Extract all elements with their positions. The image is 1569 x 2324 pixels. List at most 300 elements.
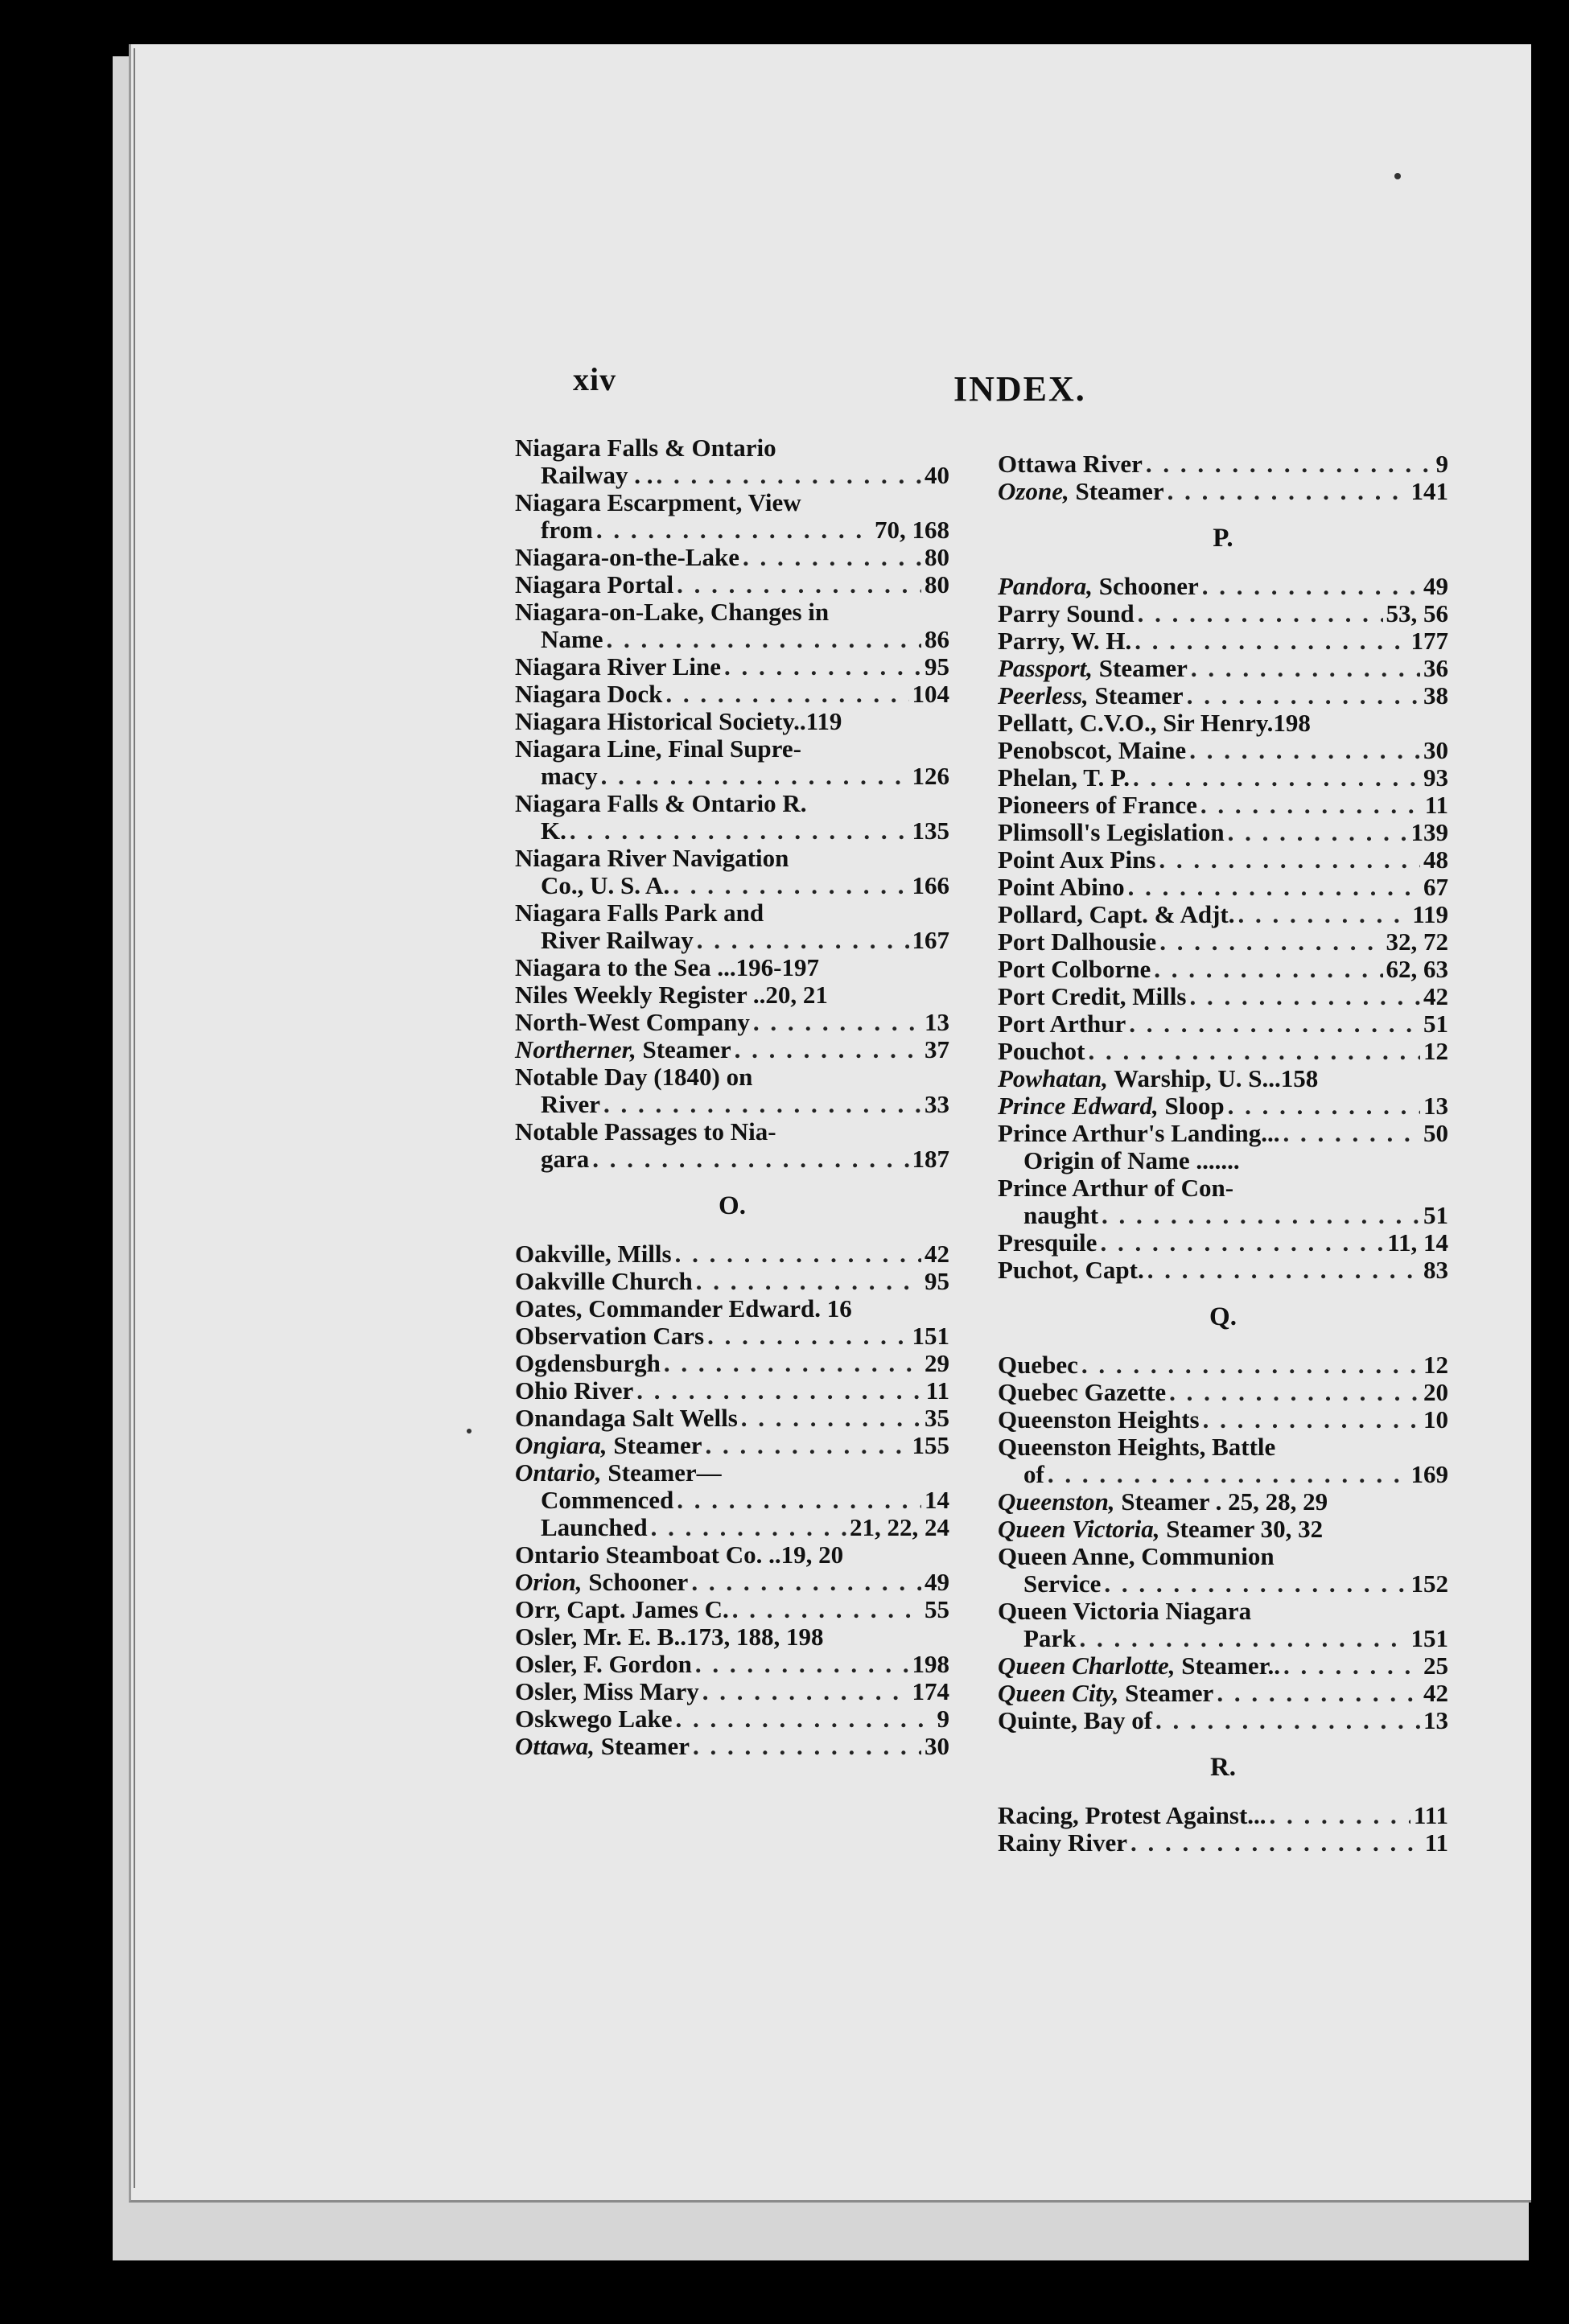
index-entry (515, 1569, 949, 1596)
index-entry (515, 1295, 949, 1322)
dot-leader (665, 681, 908, 708)
entry-name: Queen Victoria Niagara (998, 1597, 1252, 1625)
index-entry (998, 600, 1448, 627)
entry-name: from (541, 516, 593, 544)
dot-leader (651, 1514, 846, 1541)
page-reference: 70, 168 (875, 516, 949, 544)
entry-name: Puchot, Capt. (998, 1256, 1144, 1284)
dot-leader (695, 1651, 909, 1678)
index-column-right (998, 450, 1448, 1857)
page-reference: 187 (912, 1145, 949, 1173)
index-entry-continuation (515, 516, 949, 544)
entry-name: Port Colborne (998, 955, 1151, 983)
index-entry-continuation (515, 872, 949, 899)
entry-name: Phelan, T. P. (998, 763, 1130, 792)
entry-name: Penobscot, Maine (998, 736, 1187, 764)
dot-leader (1189, 737, 1420, 764)
entry-name: North-West Company (515, 1008, 750, 1036)
index-entry (998, 1516, 1448, 1543)
section-letter: O. (719, 1191, 746, 1220)
index-entry (515, 681, 949, 708)
entry-name: Niagara River Line (515, 652, 722, 681)
index-entry-continuation (515, 763, 949, 790)
index-entry (998, 1257, 1448, 1284)
entry-name: Niagara Falls & Ontario (515, 434, 776, 462)
entry-name: Queenston, Steamer . 25, 28, 29 (998, 1487, 1328, 1516)
index-entry (998, 956, 1448, 983)
index-entry (998, 792, 1448, 819)
entry-name: Orr, Capt. James C. (515, 1595, 729, 1623)
page-reference: 14 (925, 1486, 949, 1514)
entry-name: Port Arthur (998, 1010, 1126, 1038)
dot-leader (1200, 792, 1422, 819)
index-entry (515, 1678, 949, 1705)
index-entry (515, 1651, 949, 1678)
page-reference: 198 (912, 1650, 949, 1678)
dot-leader (1048, 1461, 1408, 1488)
entry-name: Ongiara, Steamer (515, 1431, 702, 1459)
index-entry (515, 598, 949, 626)
index-entry (998, 1351, 1448, 1379)
page-reference: 83 (1423, 1256, 1448, 1284)
entry-name: Launched (541, 1513, 648, 1541)
entry-name: Niagara-on-Lake, Changes in (515, 598, 830, 626)
dot-leader (1089, 1038, 1421, 1065)
index-entry (998, 764, 1448, 792)
dot-leader (1187, 682, 1420, 710)
entry-name: Port Credit, Mills (998, 982, 1187, 1010)
entry-name: Railway . . (541, 461, 653, 489)
entry-name: Queen Anne, Communion (998, 1542, 1275, 1570)
entry-name: Prince Edward, Sloop (998, 1092, 1225, 1120)
page-reference: 174 (912, 1677, 949, 1705)
entry-name: Presquile (998, 1228, 1097, 1257)
page-reference: 35 (925, 1404, 949, 1432)
page-reference: 11 (1424, 1828, 1448, 1857)
index-entry-continuation (515, 462, 949, 489)
dot-leader (673, 872, 908, 899)
page-reference: 95 (925, 1267, 949, 1295)
entry-name: Pandora, Schooner (998, 572, 1199, 600)
dot-leader (1146, 450, 1433, 478)
entry-name: Niagara Escarpment, View (515, 488, 801, 516)
dot-leader (601, 763, 909, 790)
entry-name: Service (1023, 1569, 1102, 1598)
index-entry-continuation (998, 1461, 1448, 1488)
entry-name: Point Abino (998, 873, 1125, 901)
dot-leader (696, 1268, 921, 1295)
entry-name: Niagara Falls Park and (515, 899, 764, 927)
index-entry (998, 1229, 1448, 1257)
index-entry (998, 1379, 1448, 1406)
index-entry (515, 653, 949, 681)
entry-name: macy (541, 762, 598, 790)
entry-name: Peerless, Steamer (998, 681, 1184, 710)
entry-name: Niagara River Navigation (515, 844, 789, 872)
page-reference: 13 (925, 1008, 949, 1036)
page-reference: 29 (925, 1349, 949, 1377)
entry-name: Park (1023, 1624, 1077, 1652)
index-entry (515, 981, 949, 1009)
dot-leader (705, 1432, 908, 1459)
dot-leader (1189, 983, 1420, 1010)
index-entry (515, 1596, 949, 1623)
dot-leader (1159, 846, 1420, 874)
entry-name: Plimsoll's Legislation (998, 818, 1225, 846)
entry-name: Queenston Heights, Battle (998, 1433, 1276, 1461)
dot-leader (1217, 1680, 1420, 1707)
index-entry (515, 1733, 949, 1760)
dot-leader (1138, 600, 1383, 627)
entry-name: Powhatan, Warship, U. S...158 (998, 1064, 1319, 1092)
page-reference: 104 (912, 680, 949, 708)
section-letter: Q. (1209, 1302, 1237, 1331)
entry-name: Pouchot (998, 1037, 1085, 1065)
index-entry (515, 1268, 949, 1295)
page-reference: 20 (1423, 1378, 1448, 1406)
dot-leader (1081, 1351, 1420, 1379)
index-entry (515, 1405, 949, 1432)
dot-leader (1167, 478, 1408, 505)
section-letter: P. (1213, 524, 1233, 553)
dot-leader (664, 1350, 921, 1377)
dot-leader (1228, 1092, 1420, 1120)
index-entry (515, 434, 949, 462)
index-entry (998, 1406, 1448, 1433)
page-reference: 9 (937, 1705, 949, 1733)
dot-leader (1102, 1202, 1420, 1229)
entry-name: K. (541, 816, 566, 845)
dot-leader (570, 817, 909, 845)
index-entry (998, 928, 1448, 956)
page-reference: 11, 14 (1387, 1228, 1448, 1257)
page-reference: 55 (925, 1595, 949, 1623)
index-entry (515, 954, 949, 981)
page-reference: 167 (912, 926, 949, 954)
dot-leader (636, 1377, 922, 1405)
entry-name: Osler, Mr. E. B..173, 188, 198 (515, 1623, 824, 1651)
ink-speck (467, 1429, 472, 1433)
entry-name: Commenced (541, 1486, 674, 1514)
index-entry (998, 1488, 1448, 1516)
dot-leader (707, 1322, 908, 1350)
entry-name: Osler, Miss Mary (515, 1677, 699, 1705)
entry-name: Passport, Steamer (998, 654, 1188, 682)
dot-leader (1130, 1829, 1422, 1857)
index-entry (998, 983, 1448, 1010)
page-reference: 51 (1423, 1201, 1448, 1229)
page-reference: 126 (912, 762, 949, 790)
entry-name: Observation Cars (515, 1322, 705, 1350)
dot-leader (596, 516, 871, 544)
dot-leader (743, 544, 921, 571)
page-reference: 119 (1412, 900, 1448, 928)
index-entry (515, 735, 949, 763)
index-entry-continuation (515, 1514, 949, 1541)
entry-name: Niagara Line, Final Supre- (515, 734, 801, 763)
page-reference: 141 (1410, 477, 1448, 505)
index-entry (515, 1459, 949, 1487)
dot-leader (753, 1009, 921, 1036)
entry-name: Ogdensburgh (515, 1349, 661, 1377)
index-entry (998, 1065, 1448, 1092)
dot-leader (1202, 573, 1420, 600)
index-entry (998, 573, 1448, 600)
index-entry-continuation (515, 1487, 949, 1514)
entry-name: Niagara Dock (515, 680, 663, 708)
page-reference: 53, 56 (1386, 599, 1448, 627)
dot-leader (657, 462, 922, 489)
index-entry-continuation (998, 1202, 1448, 1229)
index-entry-continuation (515, 626, 949, 653)
entry-name: Quinte, Bay of (998, 1706, 1153, 1734)
entry-name: Ottawa, Steamer (515, 1732, 690, 1760)
page-reference: 42 (925, 1240, 949, 1268)
page-reference: 12 (1423, 1351, 1448, 1379)
page-reference: 33 (925, 1090, 949, 1118)
entry-name: Oakville, Mills (515, 1240, 672, 1268)
page-reference: 67 (1423, 873, 1448, 901)
dot-leader (1135, 627, 1407, 655)
section-letter: R. (1209, 1753, 1237, 1782)
page-reference: 9 (1435, 450, 1448, 478)
entry-name: Prince Arthur of Con- (998, 1174, 1234, 1202)
dot-leader (1104, 1570, 1407, 1598)
page-reference: 50 (1423, 1119, 1448, 1147)
index-entry (998, 1707, 1448, 1734)
index-entry (998, 819, 1448, 846)
page-reference: 135 (912, 816, 949, 845)
page-reference: 49 (1423, 572, 1448, 600)
index-entry (998, 1174, 1448, 1202)
index-entry (998, 1543, 1448, 1570)
entry-name: Name (541, 625, 603, 653)
entry-name: Port Dalhousie (998, 928, 1157, 956)
index-entry (998, 627, 1448, 655)
page-reference: 30 (1423, 736, 1448, 764)
index-entry (998, 1680, 1448, 1707)
page-reference: 80 (925, 570, 949, 598)
index-entry (515, 1541, 949, 1569)
entry-name: Osler, F. Gordon (515, 1650, 692, 1678)
dot-leader (1228, 819, 1408, 846)
dot-leader (724, 653, 921, 681)
page-number: xiv (573, 361, 617, 397)
index-entry (515, 1350, 949, 1377)
dot-leader (1155, 1707, 1420, 1734)
page-reference: 25 (1423, 1651, 1448, 1680)
dot-leader (693, 1733, 921, 1760)
dot-leader (1079, 1625, 1407, 1652)
index-entry (998, 1120, 1448, 1147)
index-entry (515, 1036, 949, 1063)
entry-name: Pellatt, C.V.O., Sir Henry.198 (998, 709, 1311, 737)
entry-name: Origin of Name ....... (1023, 1146, 1240, 1174)
index-entry (515, 1705, 949, 1733)
index-entry (998, 737, 1448, 764)
index-column-left (515, 434, 949, 1760)
entry-name: Quebec (998, 1351, 1078, 1379)
page-title: INDEX. (953, 369, 1086, 409)
dot-leader (1283, 1120, 1420, 1147)
page-reference: 80 (925, 543, 949, 571)
page-reference: 152 (1410, 1569, 1448, 1598)
entry-name: naught (1023, 1201, 1099, 1229)
entry-name: Niagara Falls & Ontario R. (515, 789, 807, 817)
entry-name: Queen Charlotte, Steamer.. (998, 1651, 1281, 1680)
index-entry (998, 655, 1448, 682)
page-reference: 48 (1423, 845, 1448, 874)
index-entry (515, 489, 949, 516)
page-reference: 13 (1423, 1706, 1448, 1734)
index-entry (998, 1010, 1448, 1038)
index-entry (998, 710, 1448, 737)
page-reference: 93 (1423, 763, 1448, 792)
dot-leader (1159, 928, 1382, 956)
index-entry (515, 708, 949, 735)
dot-leader (697, 927, 909, 954)
page-reference: 139 (1410, 818, 1448, 846)
dot-leader (1128, 874, 1420, 901)
index-entry (998, 1829, 1448, 1857)
entry-name: Northerner, Steamer (515, 1035, 731, 1063)
entry-name: Oakville Church (515, 1267, 693, 1295)
entry-name: Orion, Schooner (515, 1568, 689, 1596)
page-reference: 155 (912, 1431, 949, 1459)
index-entry-continuation (998, 1147, 1448, 1174)
page-reference: 13 (1423, 1092, 1448, 1120)
page-reference: 62, 63 (1386, 955, 1448, 983)
index-entry-continuation (515, 927, 949, 954)
index-entry (998, 682, 1448, 710)
index-entry (998, 901, 1448, 928)
index-entry (515, 1322, 949, 1350)
page-reference: 151 (1410, 1624, 1448, 1652)
page-reference: 21, 22, 24 (850, 1513, 949, 1541)
dot-leader (1238, 901, 1410, 928)
dot-leader (675, 1240, 921, 1268)
entry-name: Prince Arthur's Landing... (998, 1119, 1280, 1147)
index-entry (515, 544, 949, 571)
index-entry (515, 845, 949, 872)
index-entry-continuation (515, 1146, 949, 1173)
entry-name: Pioneers of France (998, 791, 1197, 819)
entry-name: Parry, W. H. (998, 627, 1132, 655)
dot-leader (592, 1146, 908, 1173)
page-reference: 10 (1423, 1405, 1448, 1433)
page-reference: 38 (1423, 681, 1448, 710)
index-entry (998, 1433, 1448, 1461)
index-entry (515, 571, 949, 598)
entry-name: Niagara Historical Society..119 (515, 707, 842, 735)
dot-leader (677, 1487, 921, 1514)
entry-name: Niles Weekly Register ..20, 21 (515, 981, 828, 1009)
page-reference: 169 (1410, 1460, 1448, 1488)
dot-leader (1169, 1379, 1420, 1406)
entry-name: River (541, 1090, 601, 1118)
index-entry (998, 478, 1448, 505)
page-reference: 49 (925, 1568, 949, 1596)
page-reference: 40 (925, 461, 949, 489)
entry-name: Niagara-on-the-Lake (515, 543, 739, 571)
entry-name: Queen Victoria, Steamer 30, 32 (998, 1515, 1324, 1543)
entry-name: Notable Day (1840) on (515, 1063, 753, 1091)
dot-leader (691, 1569, 921, 1596)
page-reference: 12 (1423, 1037, 1448, 1065)
entry-name: Oskwego Lake (515, 1705, 673, 1733)
page-reference: 30 (925, 1732, 949, 1760)
page-reference: 95 (925, 652, 949, 681)
dot-leader (603, 1091, 921, 1118)
dot-leader (735, 1036, 921, 1063)
index-entry (515, 1118, 949, 1146)
dot-leader (1100, 1229, 1384, 1257)
dot-leader (1191, 655, 1420, 682)
index-entry (998, 846, 1448, 874)
dot-leader (741, 1405, 921, 1432)
dot-leader (1147, 1257, 1420, 1284)
entry-name: Rainy River (998, 1828, 1128, 1857)
dot-leader (732, 1596, 921, 1623)
index-entry (998, 874, 1448, 901)
index-entry (515, 1377, 949, 1405)
entry-name: of (1023, 1460, 1044, 1488)
index-entry-continuation (998, 1625, 1448, 1652)
dot-leader (1129, 1010, 1420, 1038)
dot-leader (1270, 1802, 1410, 1829)
index-entry-continuation (515, 817, 949, 845)
entry-name: Notable Passages to Nia- (515, 1117, 776, 1146)
entry-name: Quebec Gazette (998, 1378, 1167, 1406)
page-reference: 42 (1423, 982, 1448, 1010)
page-reference: 51 (1423, 1010, 1448, 1038)
entry-name: Ontario, Steamer— (515, 1458, 722, 1487)
page-reference: 11 (925, 1376, 949, 1405)
dot-leader (677, 571, 921, 598)
index-entry (515, 1240, 949, 1268)
dot-leader (606, 626, 921, 653)
index-entry (515, 1009, 949, 1036)
dot-leader (1203, 1406, 1420, 1433)
index-entry (998, 1652, 1448, 1680)
page-reference: 151 (912, 1322, 949, 1350)
page-reference: 32, 72 (1386, 928, 1448, 956)
page-reference: 11 (1424, 791, 1448, 819)
index-entry (998, 450, 1448, 478)
page-reference: 37 (925, 1035, 949, 1063)
entry-name: Racing, Protest Against... (998, 1801, 1266, 1829)
index-entry (515, 899, 949, 927)
entry-name: Niagara Portal (515, 570, 674, 598)
entry-name: Pollard, Capt. & Adjt. (998, 900, 1235, 928)
entry-name: Ozone, Steamer (998, 477, 1164, 505)
dot-leader (676, 1705, 934, 1733)
dot-leader (1133, 764, 1420, 792)
dot-leader (1283, 1652, 1420, 1680)
page-reference: 36 (1423, 654, 1448, 682)
index-entry (515, 1432, 949, 1459)
index-entry-continuation (998, 1570, 1448, 1598)
entry-name: Oates, Commander Edward. 16 (515, 1294, 852, 1322)
page-reference: 42 (1423, 1679, 1448, 1707)
entry-name: Queen City, Steamer (998, 1679, 1214, 1707)
index-entry (515, 790, 949, 817)
entry-name: Point Aux Pins (998, 845, 1156, 874)
dot-leader (702, 1678, 909, 1705)
page-reference: 177 (1410, 627, 1448, 655)
index-entry (998, 1598, 1448, 1625)
index-entry (998, 1092, 1448, 1120)
